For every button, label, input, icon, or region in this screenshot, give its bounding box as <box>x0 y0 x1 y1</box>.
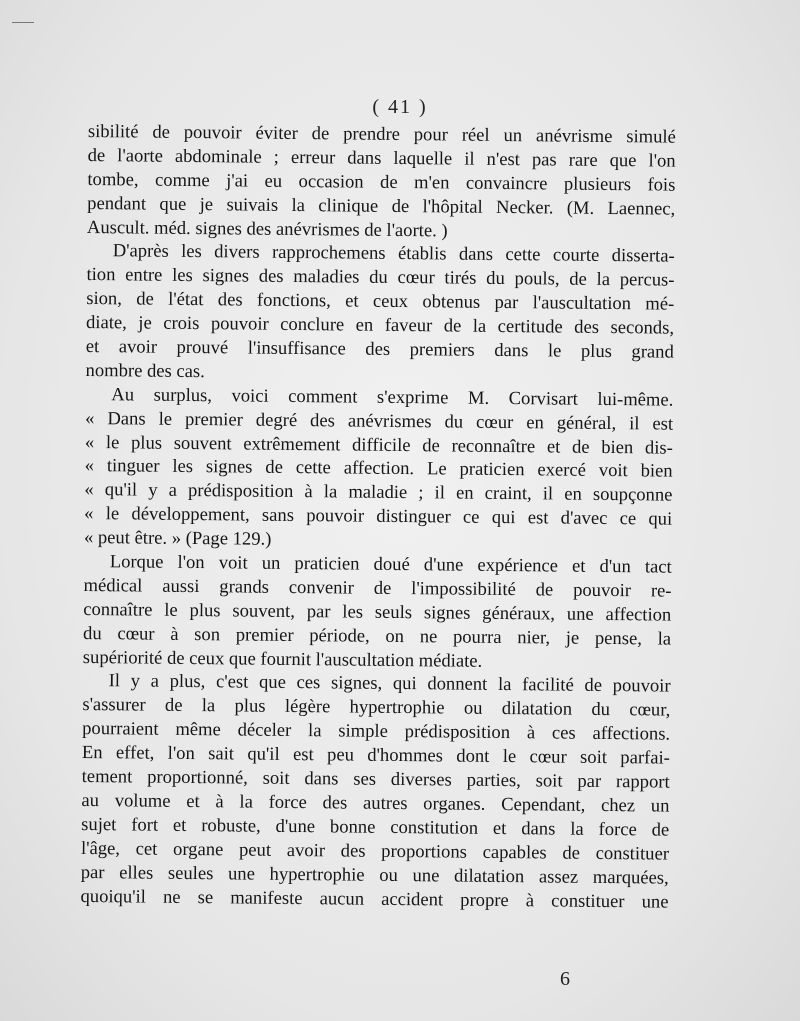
text-line: pourraient même déceler la simple prédisposition à ces affections. <box>82 718 671 745</box>
text-line: tement proportionné, soit dans ses diverses parties, soit par rapport <box>81 766 670 793</box>
text-line: « le développement, sans pouvoir distinguer ce qui est d'avec ce qui <box>84 503 673 530</box>
text-line: En effet, l'on sait qu'il est peu d'hommes dont le cœur soit parfai- <box>81 742 671 769</box>
text-line: Lorque l'on voit un praticien doué d'une expérience et d'un tact <box>109 551 672 578</box>
text-line: au volume et à la force des autres organes. Cependant, chez un <box>81 789 670 817</box>
text-line: Il y a plus, c'est que ces signes, qui donnent la facilité de pouvoir <box>108 670 671 698</box>
text-line: et avoir prouvé l'insuffisance des premiers dans le plus grand <box>85 336 674 363</box>
text-line: de l'aorte abdominale ; erreur dans laquelle il n'est pas rare que l'on <box>87 144 676 172</box>
text-line: « Dans le premier degré des anévrismes du cœur en général, il est <box>85 407 674 435</box>
text-line: nombre des cas. <box>85 359 205 383</box>
text-line: connaître le plus souvent, par les seuls signes généraux, une affection <box>83 598 672 626</box>
text-line: sibilité de pouvoir éviter de prendre pour réel un anévrisme simulé <box>87 120 676 148</box>
text-line: l'âge, cet organe peut avoir des proportions capables de constituer <box>80 837 670 865</box>
text-line: Auscult. méd. signes des anévrismes de l'aorte. ) <box>86 216 448 242</box>
text-line: « peut être. » (Page 129.) <box>83 527 272 550</box>
text-line: par elles seules une hypertrophie ou une dilatation assez marquées, <box>80 861 669 889</box>
text-line: « tinguer les signes de cette affection. Le praticien exercé voit bien <box>84 455 673 483</box>
text-line: « le plus souvent extrêmement difficile de reconnaître et de bien dis- <box>84 431 673 459</box>
text-line: D'après les divers rapprochemens établis dans cette courte disserta- <box>112 240 675 268</box>
text-line: Au surplus, voici comment s'exprime M. Corvisart lui-même. <box>111 384 674 411</box>
body-text <box>80 120 676 914</box>
text-line: quoiqu'il ne se manifeste aucun accident propre à constituer une <box>80 885 669 913</box>
text-line: s'assurer de la plus légère hypertrophie ou dilatation du cœur, <box>82 694 671 721</box>
edge-mark <box>12 22 34 23</box>
text-line: pendant que je suivais la clinique de l'hôpital Necker. (M. Laennec, <box>87 192 676 220</box>
text-line: tombe, comme j'ai eu occasion de m'en convaincre plusieurs fois <box>87 168 676 196</box>
text-line: sujet fort et robuste, d'une bonne constitution et dans la force de <box>81 813 670 841</box>
text-line: médical aussi grands convenir de l'impossibilité de pouvoir re- <box>83 574 672 602</box>
text-line: supériorité de ceux que fournit l'auscultation médiate. <box>82 646 483 672</box>
text-line: diate, je crois pouvoir conclure en faveur de la certitude des seconds, <box>85 312 675 339</box>
text-line: tion entre les signes des maladies du cœur tirés du pouls, de la percus- <box>86 264 675 291</box>
text-line: sion, de l'état des fonctions, et ceux obtenus par l'auscultation mé- <box>86 288 675 315</box>
text-line: du cœur à son premier période, on ne pourra nier, je pense, la <box>82 622 672 650</box>
page-number: ( 41 ) <box>372 96 428 118</box>
text-line: « qu'il y a prédisposition à la maladie ; il en craint, il en soupçonne <box>84 479 673 506</box>
signature-mark: 6 <box>560 968 570 990</box>
